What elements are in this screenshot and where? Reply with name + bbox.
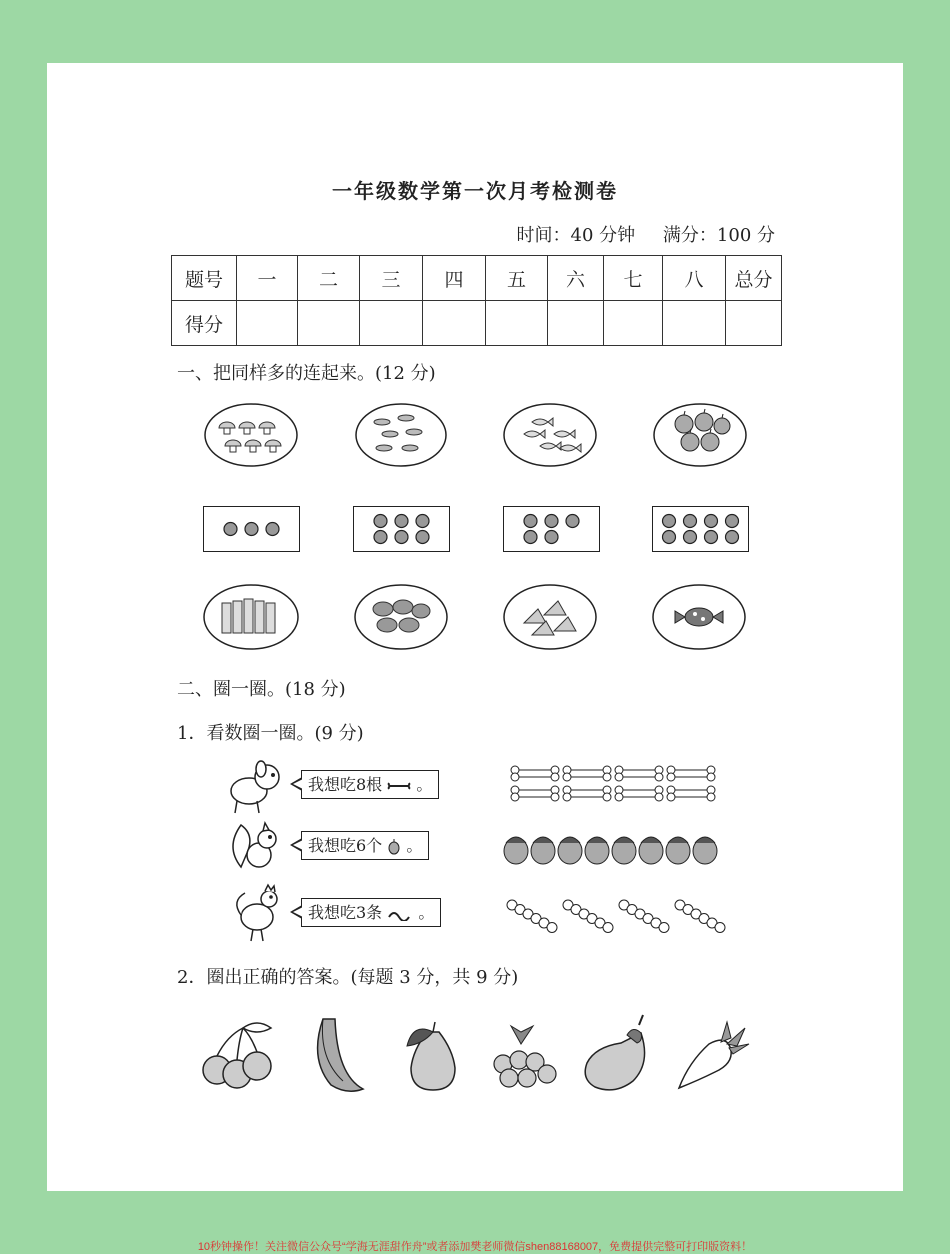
dot-box-five[interactable] xyxy=(503,506,600,552)
pinecone-item[interactable] xyxy=(585,837,609,864)
candy-plate-icon[interactable] xyxy=(651,583,747,651)
dot-box-six[interactable] xyxy=(353,506,450,552)
exam-info xyxy=(495,221,775,247)
dot xyxy=(705,515,718,528)
rooster-icon xyxy=(225,881,289,943)
bread-plate-icon[interactable] xyxy=(353,583,449,651)
dot xyxy=(663,531,676,544)
dot xyxy=(545,515,558,528)
eggplant-icon[interactable] xyxy=(583,1013,657,1093)
bone-item[interactable] xyxy=(615,766,663,781)
bone-item[interactable] xyxy=(563,786,611,801)
pinecone-item[interactable] xyxy=(639,837,663,864)
worm-row[interactable] xyxy=(502,893,732,937)
bone-item[interactable] xyxy=(511,766,559,781)
dot xyxy=(416,531,429,544)
score-cell[interactable] xyxy=(237,301,298,346)
bone-item[interactable] xyxy=(667,786,715,801)
apple-plate-icon[interactable] xyxy=(652,402,748,468)
dot xyxy=(705,531,718,544)
header-cell: 六 xyxy=(548,256,604,301)
score-cell[interactable] xyxy=(486,301,548,346)
dot xyxy=(524,515,537,528)
dot xyxy=(266,523,279,536)
score-cell[interactable] xyxy=(423,301,486,346)
dot xyxy=(684,531,697,544)
score-cell[interactable] xyxy=(298,301,360,346)
bone-item[interactable] xyxy=(667,766,715,781)
dots-svg xyxy=(204,507,299,551)
bone-icon xyxy=(387,780,411,792)
worm-item[interactable] xyxy=(563,900,613,933)
q2-title: 2．圈出正确的答案。(每题 3 分，共 9 分) xyxy=(177,967,519,988)
dot xyxy=(416,515,429,528)
worm-item[interactable] xyxy=(675,900,725,933)
dot xyxy=(726,515,739,528)
section1-title: 一、把同样多的连起来。(12 分) xyxy=(177,363,436,384)
dots-svg xyxy=(653,507,748,551)
grapes-icon[interactable] xyxy=(489,1018,559,1096)
header-cell: 一 xyxy=(237,256,298,301)
q1-title: 1．看数圈一圈。(9 分) xyxy=(177,723,364,744)
row-label: 得分 xyxy=(172,301,237,346)
exam-time: 时间：40 分钟 xyxy=(516,225,636,246)
bone-row[interactable] xyxy=(507,765,727,805)
header-cell: 题号 xyxy=(172,256,237,301)
cherry-icon[interactable] xyxy=(199,1018,279,1092)
header-cell: 八 xyxy=(663,256,726,301)
squirrel-speech-bubble xyxy=(301,831,429,860)
header-cell: 五 xyxy=(486,256,548,301)
pinecone-item[interactable] xyxy=(531,837,555,864)
worm-item[interactable] xyxy=(619,900,669,933)
dog-request: 我想吃8根 xyxy=(308,775,383,794)
bone-item[interactable] xyxy=(615,786,663,801)
dot xyxy=(374,515,387,528)
pinecone-row[interactable] xyxy=(502,827,732,867)
dot xyxy=(224,523,237,536)
pear-icon[interactable] xyxy=(401,1018,465,1094)
radish-icon[interactable] xyxy=(673,1018,753,1094)
promo-footer: 10秒钟操作！关注微信公众号“学海无涯甜作舟”或者添加樊老师微信shen88168007，免费提供完整可打印版资料！ xyxy=(197,1241,753,1253)
dog-request-end: 。 xyxy=(416,775,433,794)
header-cell: 三 xyxy=(360,256,423,301)
dot xyxy=(245,523,258,536)
rooster-request-end: 。 xyxy=(418,903,435,922)
dot-box-three[interactable] xyxy=(203,506,300,552)
pinecone-item[interactable] xyxy=(612,837,636,864)
worm-item[interactable] xyxy=(507,900,557,933)
dot xyxy=(524,531,537,544)
dot-box-eight[interactable] xyxy=(652,506,749,552)
bottle-plate-icon[interactable] xyxy=(202,583,300,651)
worm-group xyxy=(507,900,725,933)
exam-title: 一年级数学第一次月考检测卷 xyxy=(332,179,618,203)
squirrel-request-end: 。 xyxy=(406,836,423,855)
pinecone-icon xyxy=(387,839,401,855)
header-cell: 总分 xyxy=(726,256,782,301)
grasshopper-plate-icon[interactable] xyxy=(354,402,448,468)
dot xyxy=(663,515,676,528)
cake-plate-icon[interactable] xyxy=(502,583,598,651)
section2-title: 二、圈一圈。(18 分) xyxy=(177,679,346,700)
pinecone-group xyxy=(504,837,717,864)
mushroom-plate-icon[interactable] xyxy=(203,402,299,468)
score-cell[interactable] xyxy=(604,301,663,346)
header-cell: 二 xyxy=(298,256,360,301)
score-table-header-row xyxy=(172,256,782,301)
dot xyxy=(374,531,387,544)
header-cell: 七 xyxy=(604,256,663,301)
score-cell[interactable] xyxy=(663,301,726,346)
dot xyxy=(566,515,579,528)
header-cell: 四 xyxy=(423,256,486,301)
pinecone-item[interactable] xyxy=(666,837,690,864)
exam-full-score: 满分：100 分 xyxy=(662,225,775,246)
dog-icon xyxy=(223,759,289,815)
bone-item[interactable] xyxy=(563,766,611,781)
dot xyxy=(545,531,558,544)
dot xyxy=(726,531,739,544)
exam-paper xyxy=(47,63,903,1191)
worm-icon xyxy=(387,907,413,921)
score-table xyxy=(171,255,782,346)
pinecone-item[interactable] xyxy=(558,837,582,864)
pinecone-item[interactable] xyxy=(504,837,528,864)
rooster-request: 我想吃3条 xyxy=(308,903,383,922)
fish-plate-icon[interactable] xyxy=(502,402,598,468)
score-cell[interactable] xyxy=(548,301,604,346)
bone-item[interactable] xyxy=(511,786,559,801)
squirrel-request: 我想吃6个 xyxy=(308,836,383,855)
bone-group xyxy=(511,766,715,801)
rooster-speech-bubble xyxy=(301,898,441,927)
score-cell[interactable] xyxy=(360,301,423,346)
dots-svg xyxy=(504,507,599,551)
banana-icon[interactable] xyxy=(309,1013,373,1095)
score-cell[interactable] xyxy=(726,301,782,346)
dot xyxy=(395,531,408,544)
score-table-score-row xyxy=(172,301,782,346)
pinecone-item[interactable] xyxy=(693,837,717,864)
dots-svg xyxy=(354,507,449,551)
dot xyxy=(395,515,408,528)
squirrel-icon xyxy=(223,817,289,875)
dog-speech-bubble xyxy=(301,770,439,799)
dot xyxy=(684,515,697,528)
